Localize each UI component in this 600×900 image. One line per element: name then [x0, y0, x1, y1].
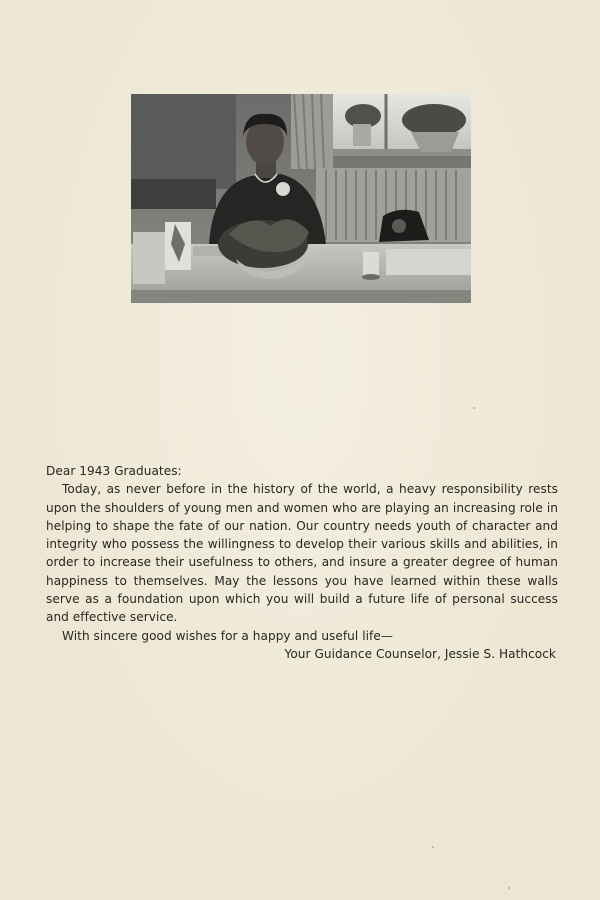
counselor-photo: [131, 94, 471, 303]
counselor-photo-illustration: [131, 94, 471, 303]
letter-body: Today, as never before in the history of the world, a heavy responsibility rests upon the shoulders of young men and women who are playing an increasing role in helping to shape the fate of our nation. Our country needs youth of character and integrity who possess the willingness to develop their various skills and abilities, in order to increase their usefulness to others, and insure a greater degree of human happiness to themselves. May the lessons you have learned within these walls serve as a foundation upon which you will build a future life of personal success and effective service.: [46, 482, 558, 625]
letter-salutation: Dear 1943 Graduates:: [46, 464, 182, 478]
letter-signature: Your Guidance Counselor, Jessie S. Hathcock: [284, 646, 556, 661]
letter-closing: With sincere good wishes for a happy and useful life—: [62, 628, 393, 643]
paper-speck: [473, 407, 475, 409]
graduates-letter: [46, 462, 558, 663]
paper-speck: [432, 846, 434, 848]
paper-speck: [508, 887, 510, 889]
